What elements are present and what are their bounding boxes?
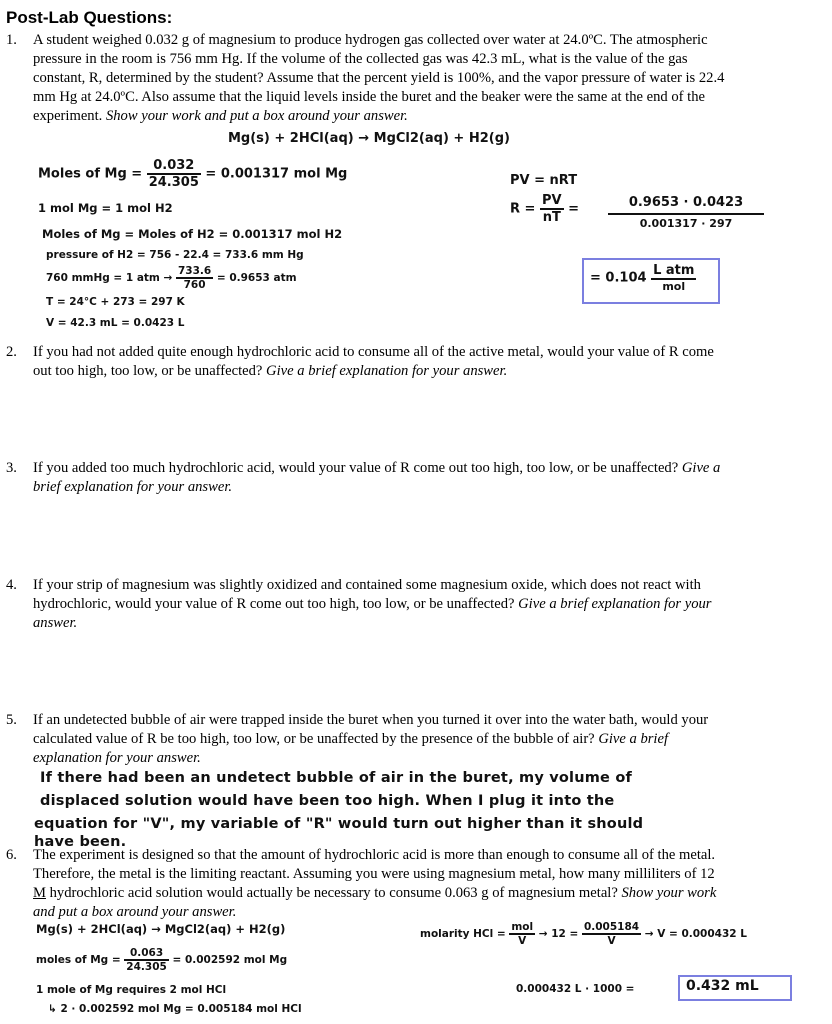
question-2 <box>0 343 832 383</box>
q1-volume: V = 42.3 mL = 0.0423 L <box>46 317 185 329</box>
question-number: 1. <box>6 32 17 48</box>
q1-temperature: T = 24°C + 273 = 297 K <box>46 296 185 308</box>
question-number: 3. <box>6 460 17 476</box>
question-text: A student weighed 0.032 g of magnesium to produce hydrogen gas collected over water at 24.0ºC. The atmospheric pressure in the room is 756 mm Hg. If the volume of the collected gas was 42.3 mL, what is the value of the gas constant, R, determined by the student? Assume that the percent yield is 100%, and the vapor pressure of water is 22.4 mm Hg at 24.0ºC. Also assume that the liquid levels inside the buret and the beaker were the same at the end of the experiment. Show your work and put a box around your answer. <box>33 32 725 124</box>
question-4 <box>0 576 832 636</box>
q6-hcl-moles: ↳ 2 · 0.002592 mol Mg = 0.005184 mol HCl <box>48 1003 302 1015</box>
q6-equation: Mg(s) + 2HCl(aq) → MgCl2(aq) + H2(g) <box>36 922 286 936</box>
q1-ratio: 1 mol Mg = 1 mol H2 <box>38 201 173 215</box>
question-5 <box>0 711 832 771</box>
q6-moles-mg: moles of Mg = $\frac{0.063}{24.305}$ = 0.002592 mol Mg <box>36 947 288 973</box>
q1-r-expression: R = $\frac{PV}{nT}$ = <box>510 193 579 225</box>
q1-moles-fraction: $\frac{0.032}{24.305}$ <box>148 158 199 190</box>
question-text: If you had not added quite enough hydrochloric acid to consume all of the active metal, would your value of R come out too high, too low, or be unaffected? Give a brief explanation for your answer. <box>33 344 714 379</box>
q5-answer-line: If there had been an undetect bubble of air in the buret, my volume of <box>40 770 632 786</box>
question-number: 6. <box>6 847 17 863</box>
instruction: Give a brief explanation for your answer. <box>266 363 508 379</box>
instruction: Give a brief explanation for your answer. <box>33 460 721 495</box>
q6-answer: 0.432 mL <box>686 978 759 994</box>
q1-pressure: pressure of H2 = 756 - 22.4 = 733.6 mm Hg <box>46 249 304 261</box>
question-number: 4. <box>6 577 17 593</box>
q6-ratio: 1 mole of Mg requires 2 mol HCl <box>36 984 227 996</box>
q5-answer-line: displaced solution would have been too high. When I plug it into the <box>40 793 615 809</box>
instruction: Show your work and put a box around your answer. <box>33 885 717 920</box>
instruction: Show your work and put a box around your answer. <box>105 108 408 124</box>
q1-moles-h2: Moles of Mg = Moles of H2 = 0.001317 mol H2 <box>42 227 343 241</box>
q1-conversion: 760 mmHg = 1 atm → $\frac{733.6}{760}$ = 0.9653 atm <box>46 265 297 291</box>
question-text: The experiment is designed so that the amount of hydrochloric acid is more than enough to consume all of the metal. Therefore, the metal is the limiting reactant. Assuming you were using magnesium metal, how many milliliters of 12 M hydrochloric acid solution would actually be necessary to consume 0.063 g of magnesium metal? Show your work and put a box around your answer. <box>33 847 717 920</box>
q6-molarity: molarity HCl = $\frac{\text{mol}}{V}$ → 12 = $\frac{0.005184}{V}$ → V = 0.000432 L <box>420 921 747 947</box>
instruction: Give a brief explanation for your answer. <box>33 596 712 631</box>
question-text: If you added too much hydrochloric acid, would your value of R come out too high, too low, or be unaffected? Give a brief explanation for your answer. <box>33 460 721 495</box>
question-6 <box>0 846 832 922</box>
question-3 <box>0 459 832 499</box>
q1-equation: Mg(s) + 2HCl(aq) → MgCl2(aq) + H2(g) <box>228 131 510 146</box>
q5-answer-line: have been. <box>34 834 127 850</box>
q1-r-substitution: 0.9653 · 0.0423 0.001317 · 297 <box>608 195 764 230</box>
q6-conversion: 0.000432 L · 1000 = <box>516 983 635 995</box>
question-number: 5. <box>6 712 17 728</box>
q1-ideal-gas-law: PV = nRT <box>510 173 578 188</box>
question-text: If your strip of magnesium was slightly oxidized and contained some magnesium oxide, which does not react with hydrochloric, would your value of R come out too high, too low, or be unaffected? Give a brief explanation for your answer. <box>33 577 712 631</box>
page-title: Post-Lab Questions: <box>6 8 173 27</box>
question-number: 2. <box>6 344 17 360</box>
question-text: If an undetected bubble of air were trapped inside the buret when you turned it over into the water bath, would your calculated value of R be too high, too low, or be unaffected by the presence of the bubble of air? Give a brief explanation for your answer. <box>33 712 709 766</box>
q1-moles-mg: Moles of Mg = $\frac{0.032}{24.305}$ = 0.001317 mol Mg <box>38 158 348 190</box>
question-1 <box>0 31 832 146</box>
q1-answer: = 0.104 $\frac{\text{L atm}}{\text{mol}}$ <box>590 263 695 293</box>
instruction: Give a brief explanation for your answer. <box>33 731 669 766</box>
q5-answer-line: equation for "V", my variable of "R" would turn out higher than it should <box>34 816 644 832</box>
